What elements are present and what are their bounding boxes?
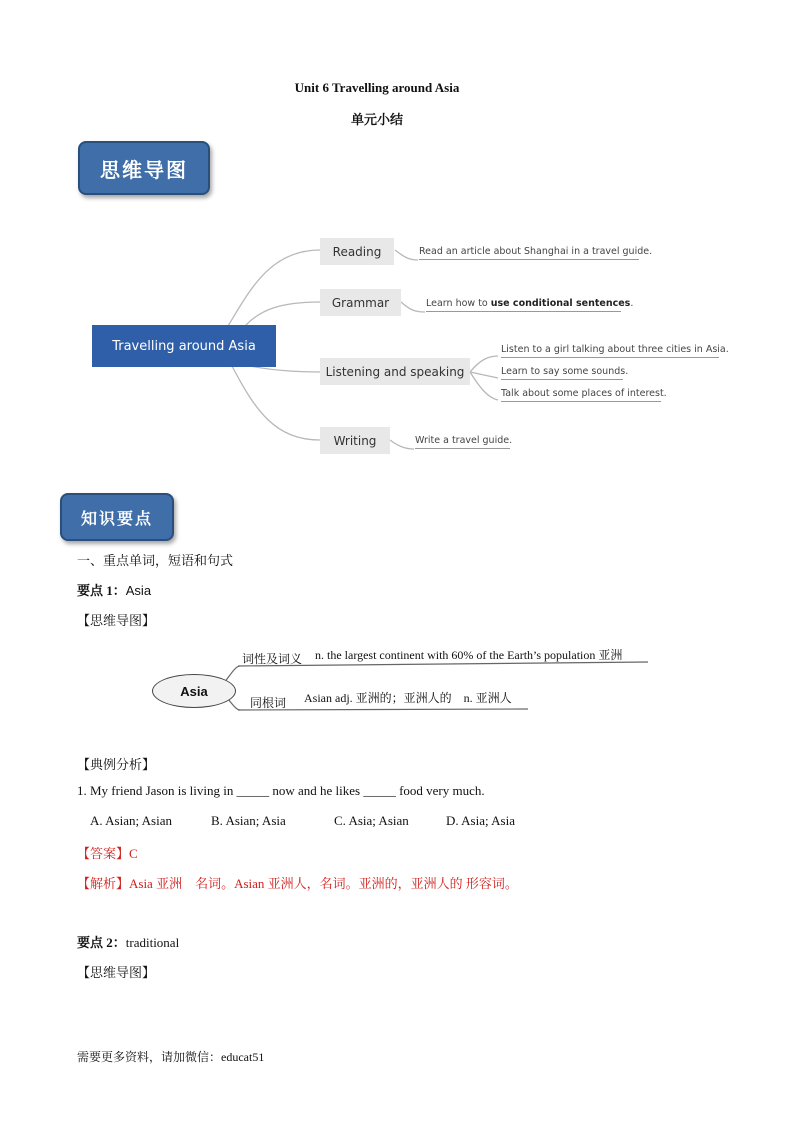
grammar-leaf-bold: use conditional sentences <box>490 298 631 309</box>
mind-map-leaf-writing: Write a travel guide. <box>415 435 510 449</box>
asia-map-top-value: n. the largest continent with 60% of the Earth’s population 亚洲 <box>315 648 623 662</box>
document-subtitle: 单元小结 <box>350 112 403 127</box>
point-2-word: traditional <box>125 935 180 950</box>
grammar-leaf-suffix: . <box>630 298 634 309</box>
example-label: 【典例分析】 <box>77 757 156 772</box>
mind-map-node-writing: Writing <box>320 427 390 454</box>
point-2-mind-map-label: 【思维导图】 <box>77 965 156 980</box>
point-1-label: 要点 1： <box>77 583 126 598</box>
asia-map-bottom-label: 同根词 <box>250 696 287 710</box>
asia-map-top-label: 词性及词义 <box>242 652 303 666</box>
example-question: 1. My friend Jason is living in _____ now and he likes _____ food very much. <box>77 783 485 798</box>
answer: 【答案】C <box>77 846 138 861</box>
footer-text: 需要更多资料，请加微信：educat51 <box>77 1050 265 1064</box>
option-b: B. Asian; Asia <box>211 813 286 828</box>
point-2-label: 要点 2： <box>77 935 126 950</box>
mind-map-badge: 思维导图 <box>78 141 210 195</box>
point-1-mind-map-label: 【思维导图】 <box>77 613 156 628</box>
asia-map-center: Asia <box>152 674 236 708</box>
point-2 <box>77 932 179 951</box>
mind-map-node-listening: Listening and speaking <box>320 358 470 385</box>
mind-map-center-node: Travelling around Asia <box>92 325 276 367</box>
mind-map-leaf-listening-2: Learn to say some sounds. <box>501 366 623 380</box>
mind-map-leaf-reading: Read an article about Shanghai in a travel guide. <box>419 246 639 260</box>
option-a: A. Asian; Asian <box>90 813 172 828</box>
section-heading: 一、重点单词，短语和句式 <box>77 553 234 568</box>
document-title: Unit 6 Travelling around Asia <box>294 80 460 95</box>
asia-map-bottom-value: Asian adj. 亚洲的；亚洲人的 n. 亚洲人 <box>304 691 512 705</box>
mind-map-node-reading: Reading <box>320 238 394 265</box>
mind-map-node-grammar: Grammar <box>320 289 401 316</box>
option-d: D. Asia; Asia <box>446 813 515 828</box>
option-c: C. Asia; Asian <box>334 813 409 828</box>
point-1 <box>77 580 151 599</box>
mind-map-leaf-grammar <box>426 298 634 312</box>
key-points-badge: 知识要点 <box>60 493 174 541</box>
point-1-word: Asia <box>125 583 152 598</box>
analysis: 【解析】Asia 亚洲 名词。Asian 亚洲人，名词。亚洲的，亚洲人的 形容词。 <box>77 876 518 891</box>
mind-map-leaf-listening-1: Listen to a girl talking about three cities in Asia. <box>501 344 719 358</box>
grammar-leaf-prefix: Learn how to <box>426 298 491 309</box>
mind-map-leaf-listening-3: Talk about some places of interest. <box>501 388 661 402</box>
